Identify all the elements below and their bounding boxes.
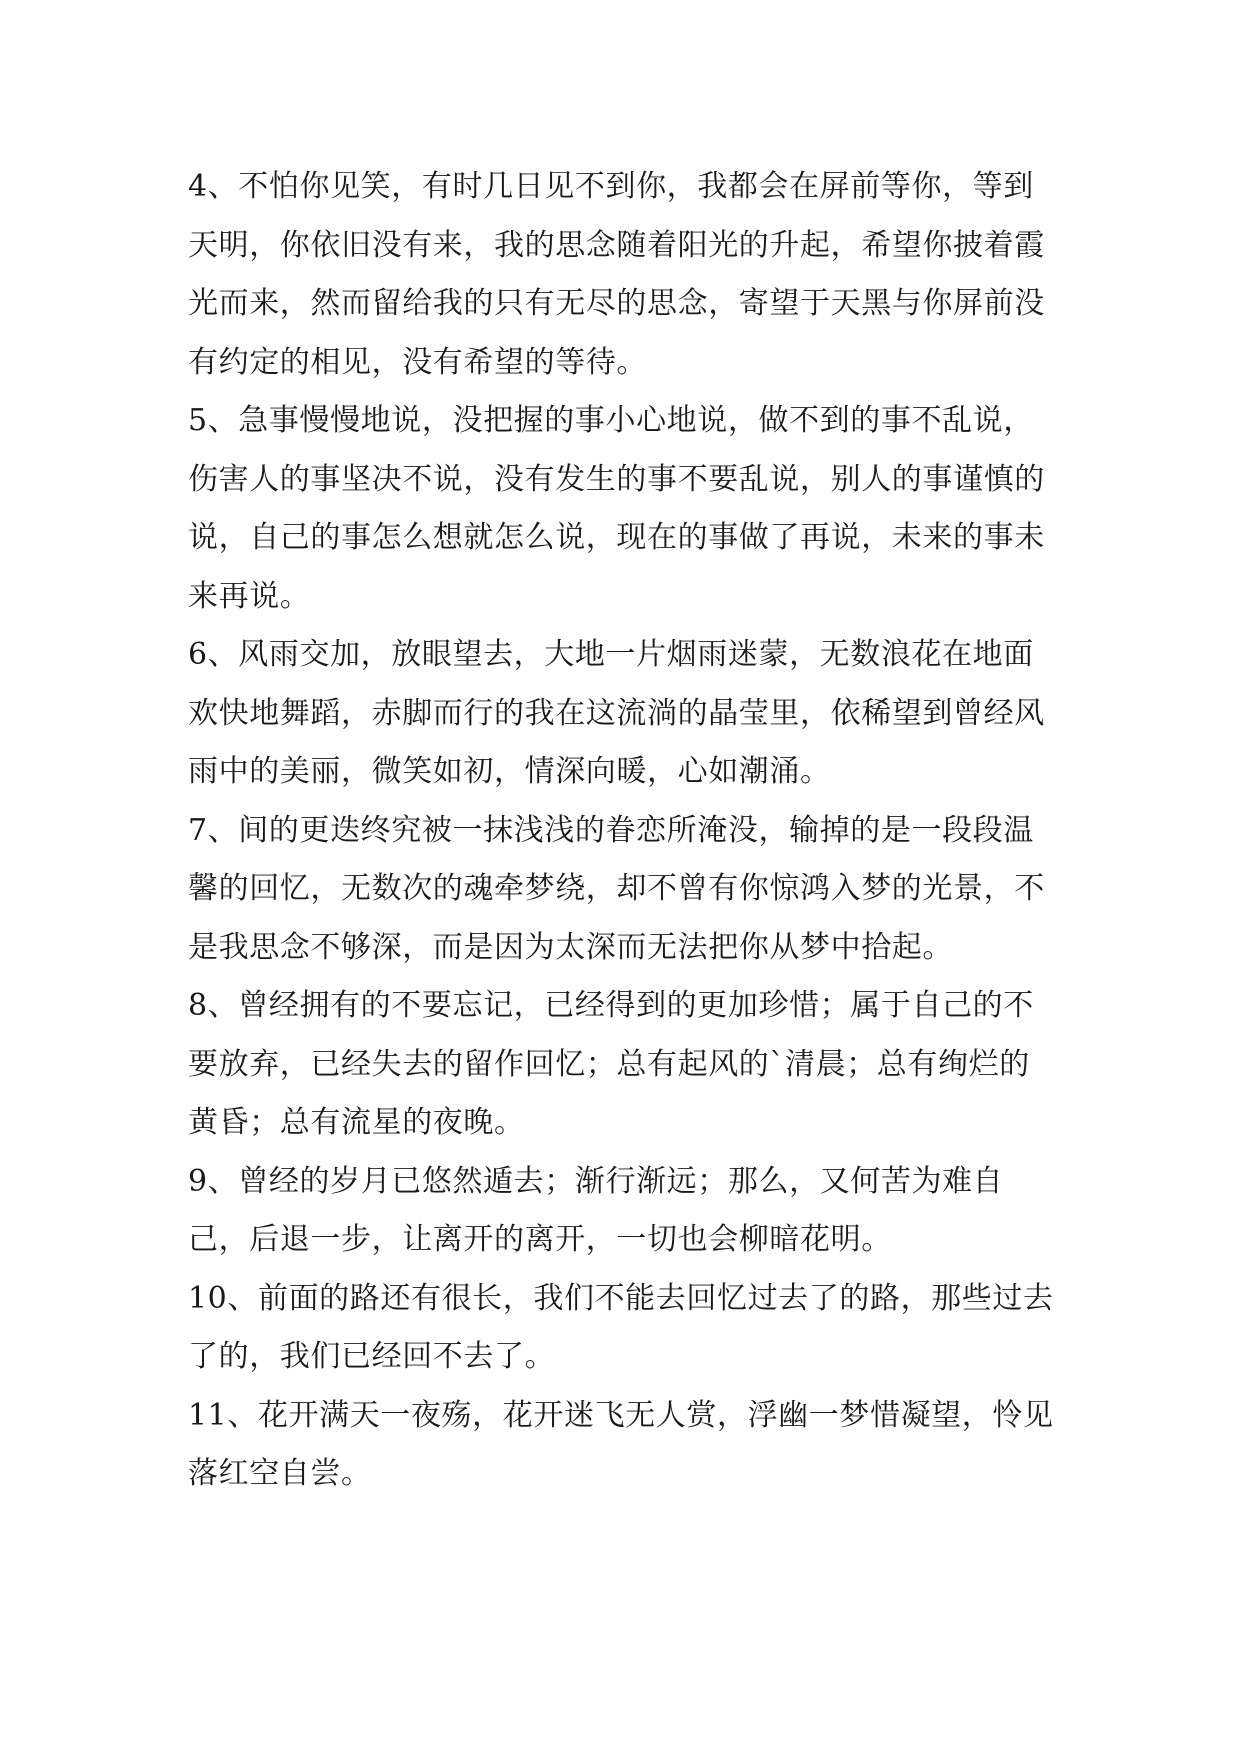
paragraph-10: 10、前面的路还有很长，我们不能去回忆过去了的路，那些过去了的，我们已经回不去了。 xyxy=(188,1280,1054,1374)
paragraph-9: 9、曾经的岁月已悠然遁去；渐行渐远；那么，又何苦为难自己，后退一步，让离开的离开，一切也会柳暗花明。 xyxy=(188,1163,1004,1257)
paragraph-7: 7、间的更迭终究被一抹浅浅的眷恋所淹没，输掉的是一段段温馨的回忆，无数次的魂牵梦绕，却不曾有你惊鸿入梦的光景，不是我思念不够深，而是因为太深而无法把你从梦中拾起。 xyxy=(188,812,1045,965)
paragraph-8: 8、曾经拥有的不要忘记，已经得到的更加珍惜；属于自己的不要放弃，已经失去的留作回忆；总有起风的`清晨；总有绚烂的黄昏；总有流星的夜晚。 xyxy=(188,988,1034,1140)
paragraph-4: 4、不怕你见笑，有时几日见不到你，我都会在屏前等你，等到天明，你依旧没有来，我的思念随着阳光的升起，希望你披着霞光而来，然而留给我的只有无尽的思念，寄望于天黑与你屏前没有约定的相见，没有希望的等待。 xyxy=(188,169,1045,380)
paragraph-5: 5、急事慢慢地说，没把握的事小心地说，做不到的事不乱说，伤害人的事坚决不说，没有发生的事不要乱说，别人的事谨慎的说，自己的事怎么想就怎么说，现在的事做了再说，未来的事未来再说。 xyxy=(188,403,1045,614)
document-body xyxy=(188,158,1060,1504)
paragraph-11: 11、花开满天一夜殇，花开迷飞无人赏，浮幽一梦惜凝望，怜见落红空自尝。 xyxy=(188,1397,1054,1491)
paragraph-6: 6、风雨交加，放眼望去，大地一片烟雨迷蒙，无数浪花在地面欢快地舞蹈，赤脚而行的我在这流淌的晶莹里，依稀望到曾经风雨中的美丽，微笑如初，情深向暖，心如潮涌。 xyxy=(188,637,1045,789)
